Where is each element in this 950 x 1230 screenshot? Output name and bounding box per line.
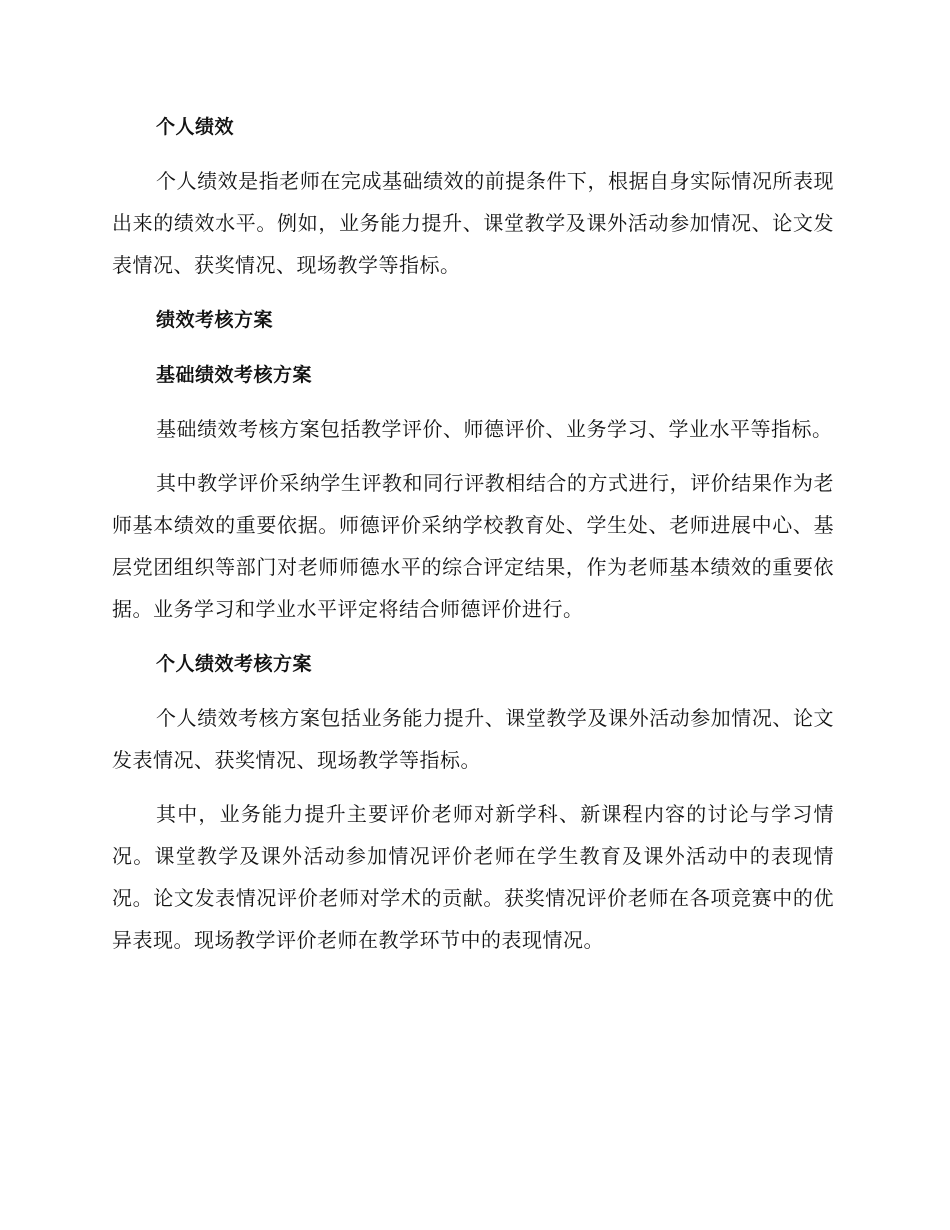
heading-assessment-plan: 绩效考核方案 bbox=[156, 309, 274, 331]
paragraph-personal-assessment-details: 其中，业务能力提升主要评价老师对新学科、新课程内容的讨论与学习情况。课堂教学及课外活动参加情况评价老师在学生教育及课外活动中的表现情况。论文发表情况评价老师对学术的贡献。获奖情况评价老师在各项竞赛中的优异表现。现场教学评价老师在教学环节中的表现情况。 bbox=[112, 802, 834, 952]
heading-personal-performance: 个人绩效 bbox=[156, 116, 235, 138]
document-page bbox=[112, 106, 834, 961]
heading-basic-assessment-plan: 基础绩效考核方案 bbox=[156, 364, 313, 386]
paragraph-personal-assessment-indicators: 个人绩效考核方案包括业务能力提升、课堂教学及课外活动参加情况、论文发表情况、获奖情况、现场教学等指标。 bbox=[112, 706, 834, 772]
paragraph-basic-assessment-details: 其中教学评价采纳学生评教和同行评教相结合的方式进行，评价结果作为老师基本绩效的重要依据。师德评价采纳学校教育处、学生处、老师进展中心、基层党团组织等部门对老师师德水平的综合评定结果，作为老师基本绩效的重要依据。业务学习和学业水平评定将结合师德评价进行。 bbox=[112, 471, 834, 621]
paragraph-personal-performance-definition: 个人绩效是指老师在完成基础绩效的前提条件下，根据自身实际情况所表现出来的绩效水平。例如，业务能力提升、课堂教学及课外活动参加情况、论文发表情况、获奖情况、现场教学等指标。 bbox=[112, 169, 834, 277]
paragraph-basic-assessment-indicators: 基础绩效考核方案包括教学评价、师德评价、业务学习、学业水平等指标。 bbox=[156, 417, 833, 441]
heading-personal-assessment-plan: 个人绩效考核方案 bbox=[156, 653, 313, 675]
